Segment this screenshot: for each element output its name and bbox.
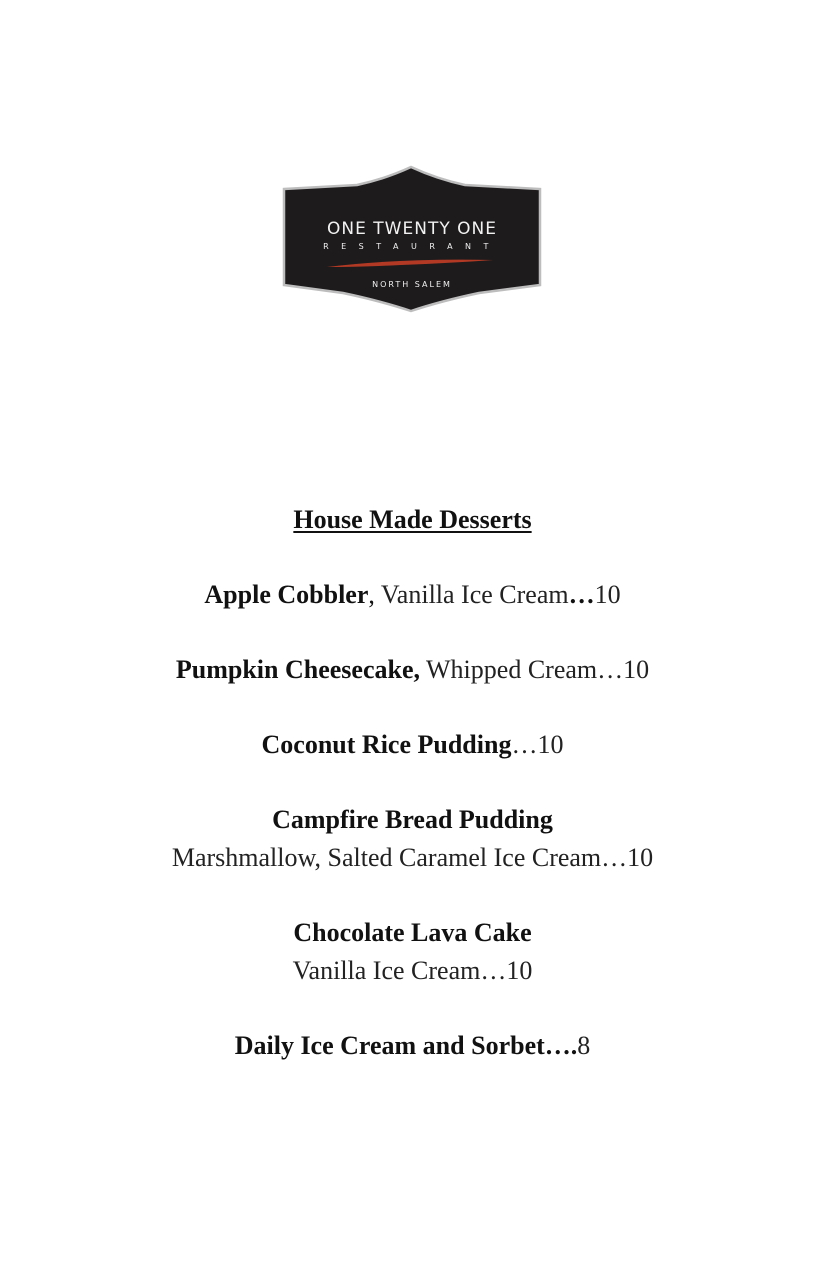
item-description: Vanilla Ice Cream… [292, 956, 507, 985]
item-name: Campfire Bread Pudding [272, 805, 553, 834]
restaurant-logo [281, 163, 543, 313]
dessert-menu [0, 501, 825, 1065]
logo-location: NORTH SALEM [372, 280, 452, 289]
menu-item-pumpkin-cheesecake [0, 651, 825, 689]
menu-item-coconut-rice-pudding [0, 726, 825, 764]
item-description: Whipped Cream… [426, 655, 624, 684]
item-price: 10 [594, 580, 621, 609]
menu-item-daily-ice-cream-sorbet [0, 1027, 825, 1065]
item-price: 10 [537, 730, 564, 759]
menu-item-apple-cobbler [0, 576, 825, 614]
item-price: 8 [577, 1031, 591, 1060]
logo-name: ONE TWENTY ONE [327, 219, 497, 239]
item-name: Apple Cobbler [204, 580, 369, 609]
item-name: Daily Ice Cream and Sorbet [234, 1031, 545, 1060]
item-description: Marshmallow, Salted Caramel Ice Cream… [171, 843, 628, 872]
item-dots: … [568, 580, 595, 609]
menu-title: House Made Desserts [293, 505, 532, 534]
item-description: … [511, 730, 538, 759]
item-separator: , [368, 580, 381, 609]
item-price: 10 [623, 655, 650, 684]
item-price: 10 [506, 956, 533, 985]
item-name: Chocolate Lava Cake [293, 918, 532, 947]
item-dots: …. [544, 1031, 578, 1060]
item-name: Coconut Rice Pudding [261, 730, 512, 759]
menu-item-chocolate-lava-cake [0, 914, 825, 990]
item-name: Pumpkin Cheesecake, [175, 655, 420, 684]
item-description: Vanilla Ice Cream [380, 580, 569, 609]
menu-item-campfire-bread-pudding [0, 801, 825, 877]
item-price: 10 [627, 843, 654, 872]
logo-subtitle: RESTAURANT [323, 242, 501, 251]
